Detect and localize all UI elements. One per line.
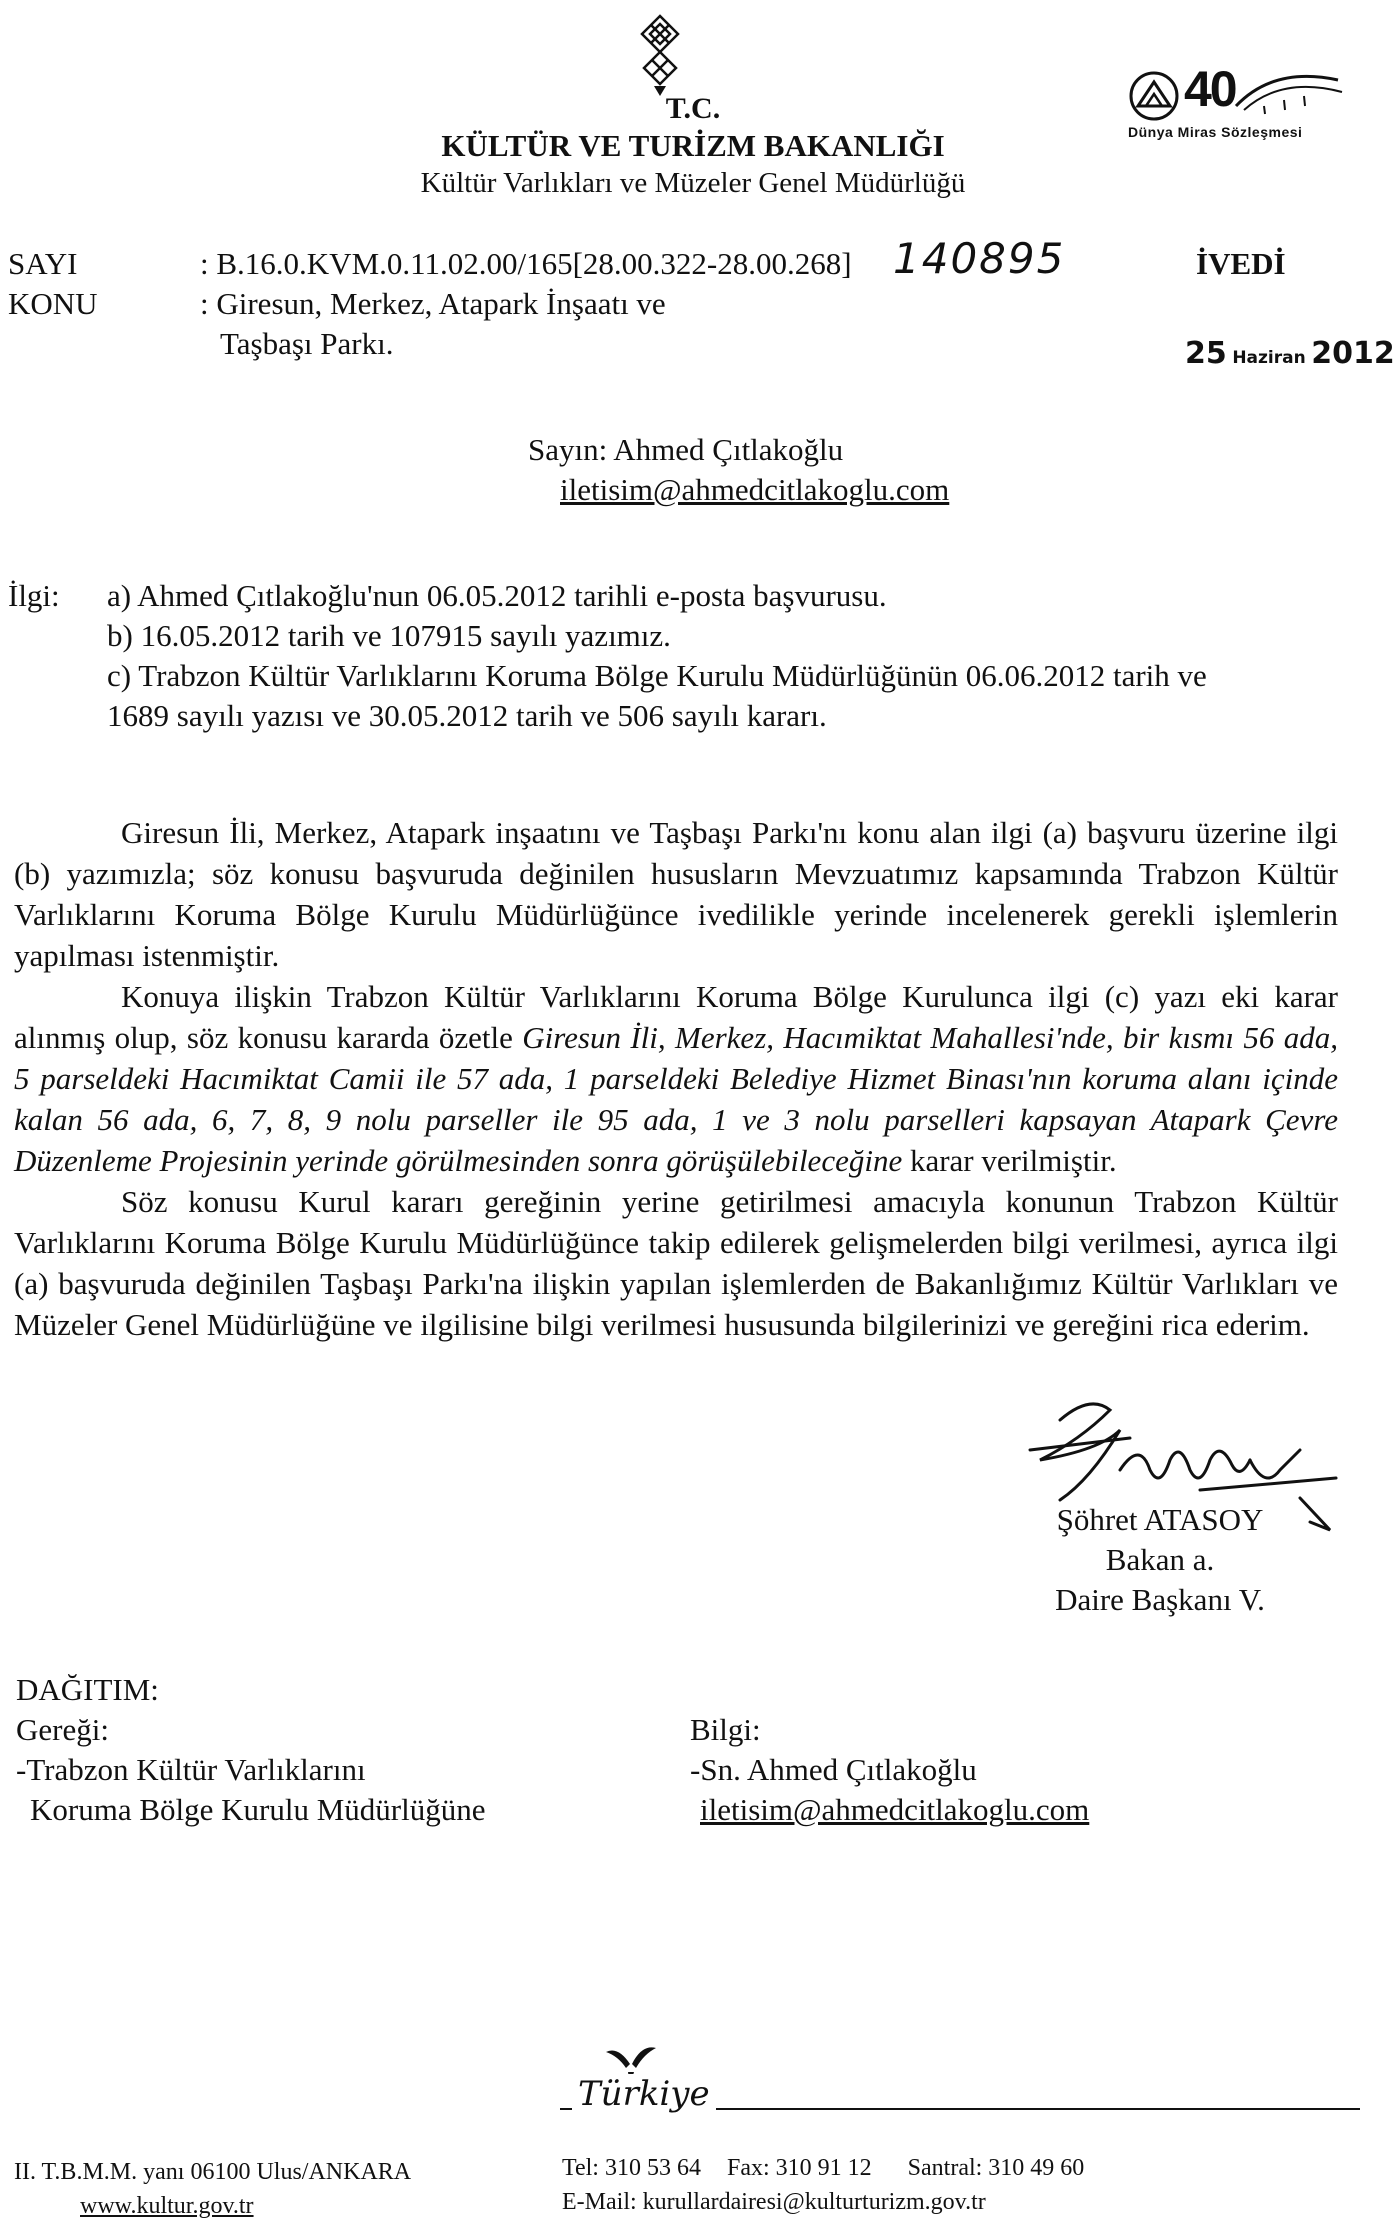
signatory-on-behalf: Bakan a. — [1105, 1542, 1215, 1577]
distribution-heading: DAĞITIM: — [16, 1672, 159, 1707]
footer-phone-line — [562, 2152, 1084, 2184]
body-paragraph-2-start: Konuya ilişkin Trabzon Kültür Varlıklarını Koruma Bölge Kurulunca ilgi (c) yazı eki karar alınmış olup, söz konusu kararda özetle — [14, 979, 1338, 1055]
recipient-salutation: Sayın: Ahmed Çıtlakoğlu — [528, 432, 844, 467]
distribution-geregi-label: Gereği: — [16, 1712, 109, 1747]
footer-brand: Türkiye — [572, 2074, 716, 2114]
distribution-geregi-line-2: Koruma Bölge Kurulu Müdürlüğüne — [30, 1792, 486, 1827]
distribution-bilgi-line-1: -Sn. Ahmed Çıtlakoğlu — [690, 1752, 977, 1787]
konu-line-1: : Giresun, Merkez, Atapark İnşaatı ve — [200, 286, 666, 321]
konu-line-2: Taşbaşı Parkı. — [220, 326, 394, 361]
body-paragraph-2 — [14, 976, 1338, 1181]
body-paragraph-2-end: karar verilmiştir. — [902, 1143, 1117, 1178]
recipient-email-link[interactable]: iletisim@ahmedcitlakoglu.com — [560, 472, 950, 507]
ilgi-a: a) Ahmed Çıtlakoğlu'nun 06.05.2012 tarihli e-posta başvurusu. — [107, 578, 887, 613]
date-stamp-month: Haziran — [1232, 348, 1306, 368]
date-stamp-day: 25 — [1185, 336, 1227, 371]
heritage-anniversary-swash-icon — [1234, 62, 1346, 118]
footer-tel: Tel: 310 53 64 — [562, 2155, 701, 2181]
konu-label: KONU — [8, 286, 98, 321]
sayi-handwritten-number: 140895 — [893, 234, 1066, 283]
sayi-label: SAYI — [8, 246, 78, 281]
body-paragraph-1: Giresun İli, Merkez, Atapark inşaatını ve Taşbaşı Parkı'nı konu alan ilgi (a) başvuru üzerine ilgi (b) yazımızla; söz konusu başvuruda değinilen hususların Mevzuatımız kapsamında Trabzon Kültür Varlıklarını Koruma Bölge Kurulu Müdürlüğünce ivedilikle yerinde incelenerek gerekli işlemlerin yapılması istenmiştir. — [14, 815, 1338, 973]
footer-website-link[interactable]: www.kultur.gov.tr — [80, 2193, 254, 2219]
world-heritage-logo-icon — [1128, 70, 1180, 122]
sayi-value: : B.16.0.KVM.0.11.02.00/165[28.00.322-28.00.268] — [200, 246, 852, 281]
ilgi-c-line-2: 1689 sayılı yazısı ve 30.05.2012 tarih ve 506 sayılı kararı. — [107, 698, 827, 733]
ilgi-label: İlgi: — [8, 578, 60, 613]
ilgi-b: b) 16.05.2012 tarih ve 107915 sayılı yazımız. — [107, 618, 671, 653]
letter-body — [14, 812, 1338, 1345]
ilgi-c-line-1: c) Trabzon Kültür Varlıklarını Koruma Bölge Kurulu Müdürlüğünün 06.06.2012 tarih ve — [107, 658, 1207, 693]
signatory-title: Daire Başkanı V. — [1055, 1582, 1265, 1617]
body-paragraph-2-quote: Giresun İli, Merkez, Hacımiktat Mahallesi'nde, bir kısmı 56 ada, 5 parseldeki Hacımiktat Camii ile 57 ada, 1 parseldeki Belediye Hizmet Binası'nın koruma alanı içinde kalan 56 ada, 6, 7, 8, 9 nolu parseller ile 95 ada, 1 ve 3 nolu parselleri kapsayan Atapark Çevre Düzenleme Projesinin yerinde görülmesinden sonra görüşülebileceğine — [14, 1020, 1339, 1178]
footer-address: II. T.B.M.M. yanı 06100 Ulus/ANKARA — [14, 2159, 412, 2185]
distribution-bilgi-label: Bilgi: — [690, 1712, 761, 1747]
footer-fax: Fax: 310 91 12 — [726, 2155, 872, 2181]
ministry-knot-emblem-icon — [640, 14, 680, 98]
footer-email: E-Mail: kurullardairesi@kulturturizm.gov.tr — [562, 2189, 986, 2215]
letterhead-country: T.C. — [665, 92, 721, 125]
body-paragraph-3: Söz konusu Kurul kararı gereğinin yerine getirilmesi amacıyla konunun Trabzon Kültür Varlıklarını Koruma Bölge Kurulu Müdürlüğünce takip edilerek gelişmelerden bilgi verilmesi, ayrıca ilgi (a) başvuruda değinilen Taşbaşı Parkı'na ilişkin yapılan işlemlerden de Bakanlığımız Kültür Varlıkları ve Müzeler Genel Müdürlüğüne ve ilgilisine bilgi verilmesi hususunda bilgilerinizi ve gereğini rica ederim. — [14, 1184, 1338, 1342]
letterhead-directorate: Kültür Varlıkları ve Müzeler Genel Müdürlüğü — [420, 167, 966, 199]
signatory-name: Şöhret ATASOY — [1056, 1502, 1264, 1537]
letterhead-ministry: KÜLTÜR VE TURİZM BAKANLIĞI — [441, 128, 945, 163]
heritage-emblem-number: 40 — [1184, 61, 1236, 117]
footer-santral: Santral: 310 49 60 — [907, 2155, 1085, 2181]
priority-label: İVEDİ — [1196, 246, 1286, 281]
date-stamp — [1185, 336, 1395, 371]
heritage-emblem-caption: Dünya Miras Sözleşmesi — [1128, 124, 1303, 140]
distribution-geregi-line-1: -Trabzon Kültür Varlıklarını — [16, 1752, 366, 1787]
date-stamp-year: 2012 — [1311, 336, 1395, 371]
world-heritage-emblem — [1124, 62, 1350, 156]
distribution-bilgi-email-link[interactable]: iletisim@ahmedcitlakoglu.com — [700, 1792, 1090, 1827]
